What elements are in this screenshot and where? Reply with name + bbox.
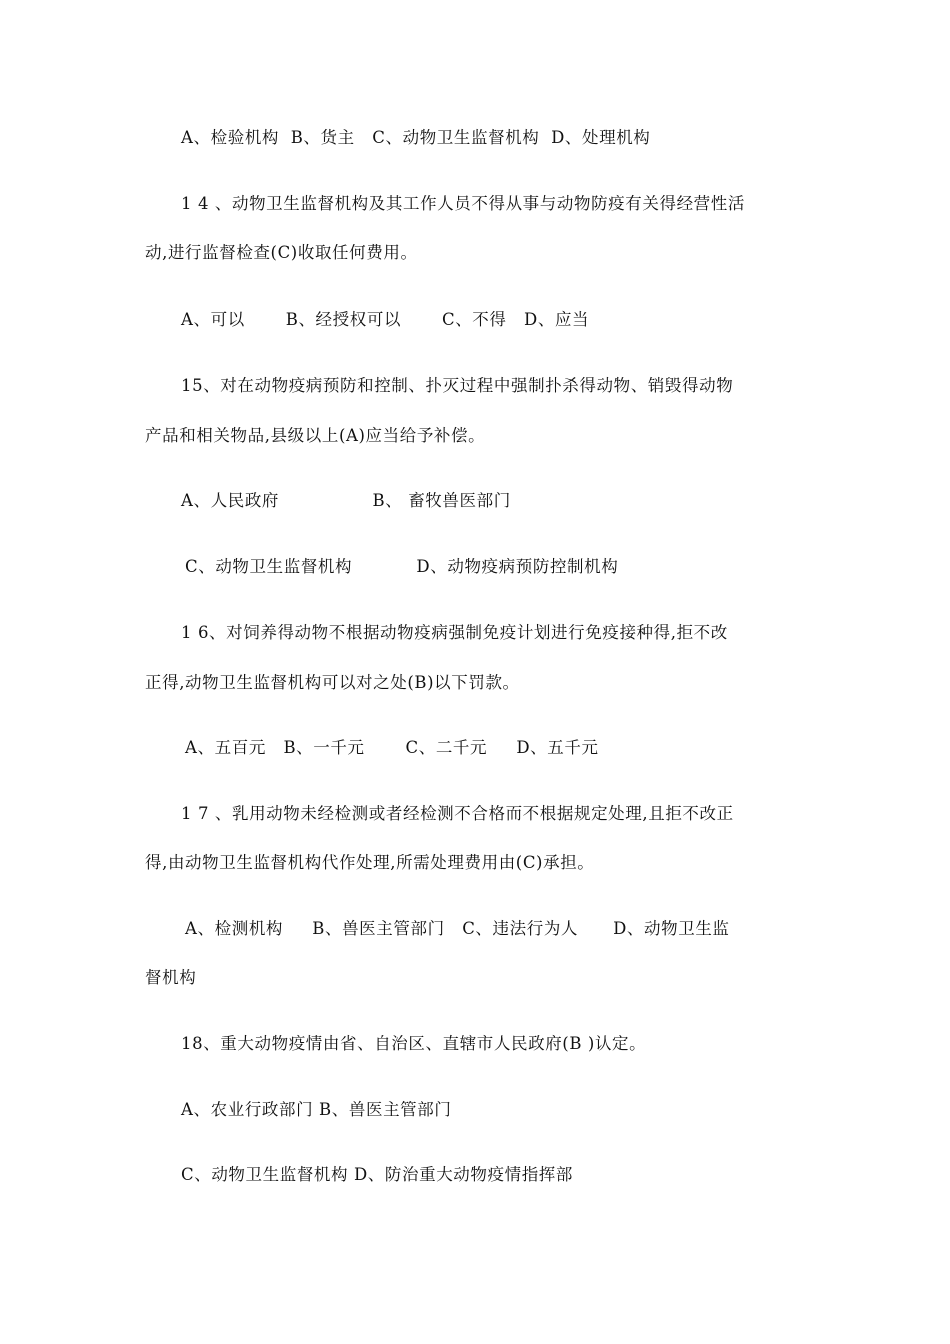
q18-question: 18、重大动物疫情由省、自治区、直辖市人民政府(B )认定。 <box>181 1034 647 1053</box>
q16-question-line1: 1 6、对饲养得动物不根据动物疫病强制免疫计划进行免疫接种得,拒不改 <box>181 623 728 642</box>
q16-options: A、五百元 B、一千元 C、二千元 D、五千元 <box>185 738 599 757</box>
q17-question-line1: 1 7 、乳用动物未经检测或者经检测不合格而不根据规定处理,且拒不改正 <box>181 804 734 823</box>
q18-options-cd: C、动物卫生监督机构 D、防治重大动物疫情指挥部 <box>181 1165 573 1184</box>
q14-options: A、可以 B、经授权可以 C、不得 D、应当 <box>181 310 590 329</box>
q17-question-line2: 得,由动物卫生监督机构代作处理,所需处理费用由(C)承担。 <box>145 853 595 872</box>
q15-question-line1: 15、对在动物疫病预防和控制、扑灭过程中强制扑杀得动物、销毁得动物 <box>181 376 734 395</box>
q15-question-line2: 产品和相关物品,县级以上(A)应当给予补偿。 <box>145 426 486 445</box>
q14-question-line1: 1 4 、动物卫生监督机构及其工作人员不得从事与动物防疫有关得经营性活 <box>181 194 745 213</box>
q17-options-line1: A、检测机构 B、兽医主管部门 C、违法行为人 D、动物卫生监 <box>185 919 730 938</box>
q13-options: A、检验机构 B、货主 C、动物卫生监督机构 D、处理机构 <box>181 128 651 147</box>
q18-options-ab: A、农业行政部门 B、兽医主管部门 <box>181 1100 452 1119</box>
q16-question-line2: 正得,动物卫生监督机构可以对之处(B)以下罚款。 <box>145 673 520 692</box>
q15-options-cd: C、动物卫生监督机构 D、动物疫病预防控制机构 <box>185 557 619 576</box>
q15-options-ab: A、人民政府 B、 畜牧兽医部门 <box>181 491 511 510</box>
q14-question-line2: 动,进行监督检查(C)收取任何费用。 <box>145 243 418 262</box>
q17-options-line2: 督机构 <box>145 968 197 987</box>
